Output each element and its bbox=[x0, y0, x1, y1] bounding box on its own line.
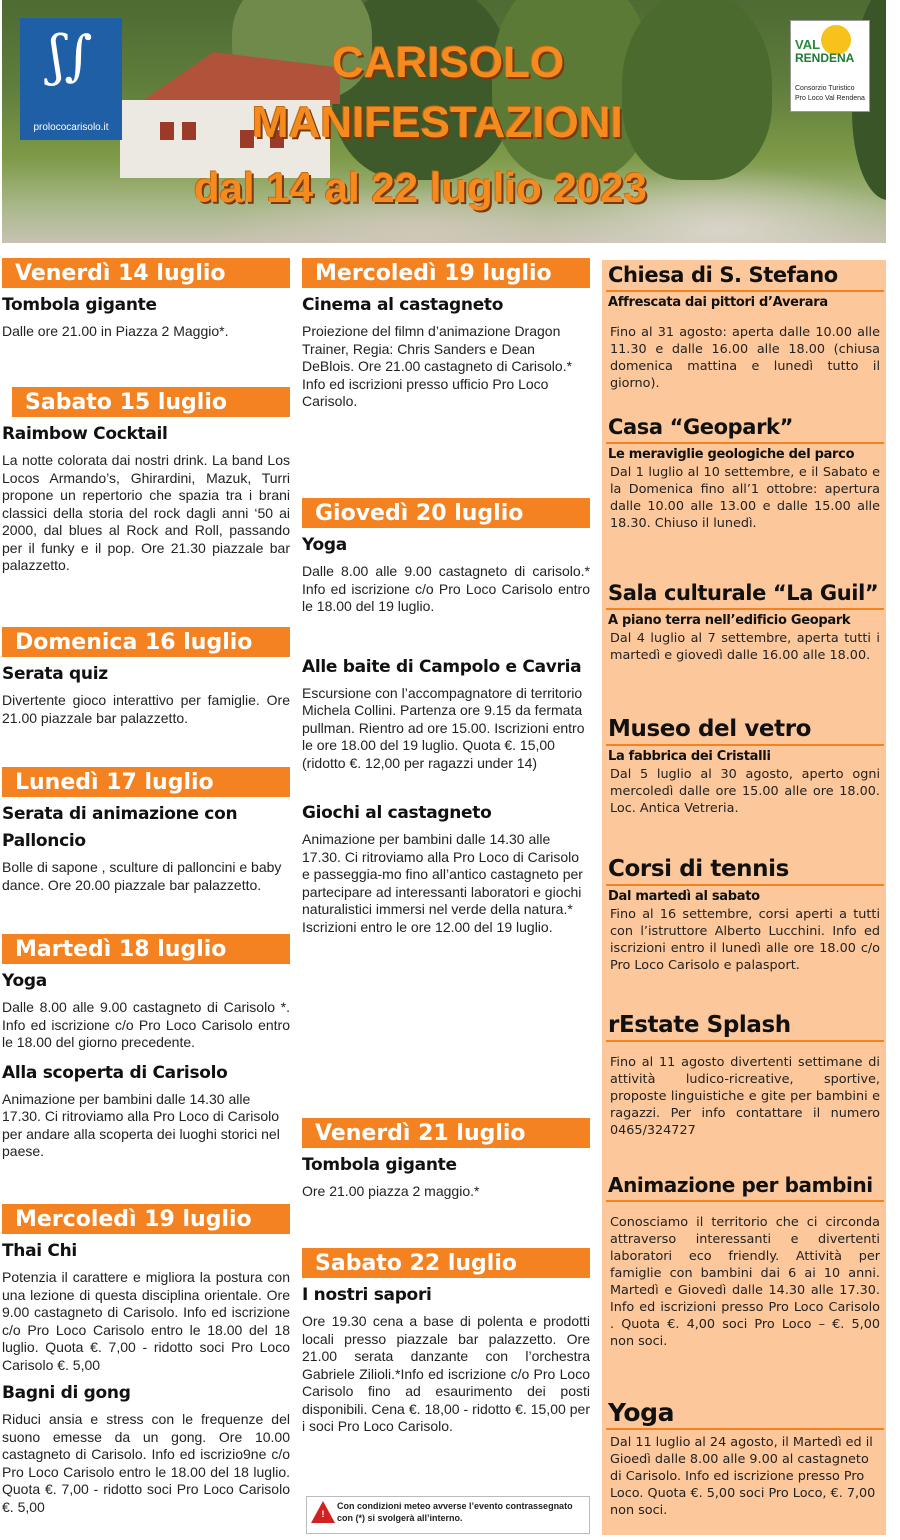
attraction-title: Chiesa di S. Stefano bbox=[608, 263, 838, 287]
attraction-subtitle: La fabbrica dei Cristalli bbox=[608, 749, 771, 764]
partner-sub-1: Consorzio Turistico bbox=[795, 85, 855, 92]
attraction-title: Yoga bbox=[608, 1398, 675, 1427]
event-title: Giochi al castagneto bbox=[302, 803, 492, 823]
divider bbox=[606, 1428, 884, 1430]
attraction-text: Conosciamo il territorio che ci circonda attraverso interessanti e divertenti laboratori eco friendly. Attività per famiglie con bambini dai 6 ai 10 anni. Martedì e Giovedì dalle 14.30 alle 17.30. Info ed iscrizioni presso Pro Loco Carisolo . Quota €. 4,00 soci Pro Loco – €. 5,00 non soci. bbox=[610, 1215, 880, 1349]
event-title: Cinema al castagneto bbox=[302, 295, 504, 315]
date-band: Venerdì 14 luglio bbox=[2, 258, 290, 288]
event-title: Serata quiz bbox=[2, 664, 108, 684]
event-title: Yoga bbox=[2, 971, 47, 991]
event-text: Escursione con l’accompagnatore di territorio Michela Collini. Partenza ore 9.15 da fermata pullman. Rientro ad ore 15.00. Iscrizioni entro le ore 18.00 del 19 luglio. Quota €. 15,00 (ridotto €. 12,00 per ragazzi under 14) bbox=[302, 684, 585, 771]
schedule-column-1 bbox=[2, 258, 290, 1516]
date-band: Mercoledì 19 luglio bbox=[2, 1204, 290, 1234]
attraction-subtitle: A piano terra nell’edificio Geopark bbox=[608, 613, 851, 628]
event-title: Yoga bbox=[302, 535, 347, 555]
event-text: Proiezione del filmn d’animazione Dragon Trainer, Regia: Chris Sanders e Dean DeBlois. Ore 21.00 castagneto di Carisolo.* Info ed iscrizioni presso ufficio Pro Loco Carisolo. bbox=[302, 323, 573, 409]
window bbox=[182, 122, 196, 140]
event-text: Animazione per bambini dalle 14.30 alle 17.30. Ci ritroviamo alla Pro Loco di Carisolo e passeggia-mo fino all’antico castagneto per partecipare ad interessanti laboratori e giochi naturalistici immersi nel verde della natura.* Iscrizioni entro le ore 12.00 del 19 luglio. bbox=[302, 831, 583, 935]
event-title: Alle baite di Campolo e Cavria bbox=[302, 656, 582, 677]
event-text: Dalle 8.00 alle 9.00 castagneto di carisolo.* Info ed iscrizione c/o Pro Loco Carisolo entro le 18.00 del 19 luglio. bbox=[302, 563, 590, 614]
warning-mark: ! bbox=[321, 1509, 325, 1519]
divider bbox=[606, 1040, 884, 1042]
event-title: Thai Chi bbox=[2, 1241, 77, 1261]
divider bbox=[606, 442, 884, 444]
attraction-title: Museo del vetro bbox=[608, 716, 812, 742]
event-title: Raimbow Cocktail bbox=[2, 424, 168, 444]
attraction-subtitle: Le meraviglie geologiche del parco bbox=[608, 447, 855, 462]
logo-site-text: prolococarisolo.it bbox=[33, 122, 109, 133]
attraction-text: Fino al 11 agosto divertenti settimane di attività ludico-ricreative, sportive, proposte linguistiche e gite per bambini e ragazzi. Per info contattare il numero 0465/324727 bbox=[610, 1055, 880, 1138]
event-title: Tombola gigante bbox=[2, 295, 157, 315]
partner-sub-2: Pro Loco Val Rendena bbox=[795, 95, 865, 102]
date-band: Mercoledì 19 luglio bbox=[302, 258, 590, 288]
date-band: Lunedì 17 luglio bbox=[2, 767, 290, 797]
event-title: I nostri sapori bbox=[302, 1285, 432, 1305]
schedule-column-2 bbox=[302, 258, 590, 1436]
date-band: Sabato 22 luglio bbox=[302, 1248, 590, 1278]
divider bbox=[606, 884, 884, 886]
event-text: La notte colorata dai nostri drink. La band Los Locos Armando’s, Ghirardini, Mazuk, Turri propone un repertorio che spazia tra i brani classici della storia del rock dagli anni ‘50 ai 2000, dal blues al Rock and Roll, passando per il funky e il pop. Ore 21.30 piazzale bar palazzetto. bbox=[2, 452, 290, 573]
weather-note-text: Con condizioni meteo avverse l’evento contrassegnato con (*) si svolgerà all’interno. bbox=[337, 1501, 573, 1523]
date-band: Sabato 15 luglio bbox=[12, 387, 290, 417]
attraction-text: Dal 4 luglio al 7 settembre, aperta tutti i martedì e giovedì dalle 16.00 alle 18.00. bbox=[610, 631, 880, 663]
event-text: Animazione per bambini dalle 14.30 alle 17.30. Ci ritroviamo alla Pro Loco di Carisolo per andare alla scoperta dei luoghi storici nel paese. bbox=[2, 1090, 280, 1159]
event-title: Serata di animazione con Palloncio bbox=[2, 804, 238, 851]
attraction-text: Dal 11 luglio al 24 agosto, il Martedì ed il Gioedì dalle 8.00 alle 9.00 al castagneto di Carisolo. Info ed iscrizione presso Pro Loco. Quota €. 5,00 soci Pro Loco, €. 7,00 non soci. bbox=[610, 1435, 876, 1518]
event-title: Alla scoperta di Carisolo bbox=[2, 1062, 228, 1083]
divider bbox=[606, 290, 884, 292]
logo-mark-icon: ʃ∫ bbox=[49, 24, 93, 87]
event-text: Ore 21.00 piazza 2 maggio.* bbox=[302, 1183, 480, 1199]
attraction-subtitle: Affrescata dai pittori d’Averara bbox=[608, 295, 828, 310]
event-text: Ore 19.30 cena a base di polenta e prodotti locali presso piazzale bar palazzetto. Ore 21.00 serata danzante con l’orchestra Gabriele Zilioli.*Info ed iscrizione c/o Pro Loco Carisolo fino ad esaurimento dei posti disponibili. Cena €. 18,00 - ridotto €. 15,00 per i soci Pro Loco Carisolo. bbox=[302, 1313, 590, 1434]
divider bbox=[606, 1200, 884, 1202]
event-text: Divertente gioco interattivo per famiglie. Ore 21.00 piazzale bar palazzetto. bbox=[2, 692, 290, 726]
attractions-sidebar bbox=[602, 260, 886, 1535]
tree bbox=[622, 0, 772, 180]
event-text: Bolle di sapone , sculture di palloncini e baby dance. Ore 20.00 piazzale bar palazzetto. bbox=[2, 859, 282, 893]
title-line-2: MANIFESTAZIONI bbox=[252, 98, 623, 147]
event-text: Dalle 8.00 alle 9.00 castagneto di Carisolo *. Info ed iscrizione c/o Pro Loco Carisolo entro le 18.00 del giorno precedente. bbox=[2, 999, 290, 1050]
title-line-3: dal 14 al 22 luglio 2023 bbox=[194, 164, 647, 211]
attraction-text: Fino al 31 agosto: aperta dalle 10.00 alle 11.30 e dalle 16.00 alle 18.00 (chiusa domenica mattina e lunedì tutto il giorno). bbox=[610, 325, 880, 391]
event-title: Tombola gigante bbox=[302, 1155, 457, 1175]
title-line-1: CARISOLO bbox=[332, 38, 565, 87]
attraction-text: Dal 5 luglio al 30 agosto, aperto ogni mercoledì dalle ore 15.00 alle ore 18.00. Loc. Antica Vetreria. bbox=[610, 767, 880, 816]
date-band: Martedì 18 luglio bbox=[2, 934, 290, 964]
attraction-title: Animazione per bambini bbox=[608, 1173, 873, 1197]
attraction-title: Corsi di tennis bbox=[608, 856, 789, 882]
event-title: Bagni di gong bbox=[2, 1383, 131, 1403]
attraction-text: Dal 1 luglio al 10 settembre, e il Sabato e la Domenica fino all’1 ottobre: apertura dalle 10.00 alle 13.00 e dalle 15.00 alle 18.30. Chiuso il lunedì. bbox=[610, 465, 880, 531]
proloco-logo[interactable] bbox=[20, 18, 122, 140]
weather-note bbox=[306, 1496, 590, 1534]
event-text: Potenzia il carattere e migliora la postura con una lezione di questa disciplina orientale. Ore 9.00 castagneto di Carisolo. Info ed iscrizione c/o Pro Loco Carisolo entro le 18.00 del 18 luglio. Quota €. 7,00 - ridotto soci Pro Loco Carisolo €. 5,00 bbox=[2, 1269, 290, 1373]
event-text: Riduci ansia e stress con le frequenze del suono emesse da un gong. Ore 10.00 castagneto di Carisolo. Info ed iscrizio9ne c/o Pro Loco Carisolo entro le 18.00 del 18 luglio. Quota €. 7,00 - ridotto soci Pro Loco Carisolo €. 5,00 bbox=[2, 1411, 290, 1515]
attraction-subtitle: Dal martedì al sabato bbox=[608, 889, 760, 904]
val-rendena-logo[interactable] bbox=[790, 20, 870, 112]
header-banner bbox=[2, 0, 886, 243]
divider bbox=[606, 608, 884, 610]
attraction-title: rEstate Splash bbox=[608, 1012, 791, 1038]
partner-name-1: VAL bbox=[795, 37, 821, 52]
attraction-text: Fino al 16 settembre, corsi aperti a tutti con l’istruttore Alberto Lucchini. Info ed iscrizioni entro il lunedì alle ore 18.00 c/o Pro Loco Carisolo e palasport. bbox=[610, 907, 880, 973]
attraction-title: Casa “Geopark” bbox=[608, 415, 793, 439]
event-text: Dalle ore 21.00 in Piazza 2 Maggio*. bbox=[2, 323, 229, 339]
date-band: Venerdì 21 luglio bbox=[302, 1118, 590, 1148]
date-band: Domenica 16 luglio bbox=[2, 627, 290, 657]
partner-name-2: RENDENA bbox=[795, 51, 855, 65]
window bbox=[160, 122, 174, 140]
attraction-title: Sala culturale “La Guil” bbox=[608, 581, 879, 605]
divider bbox=[606, 744, 884, 746]
date-band: Giovedì 20 luglio bbox=[302, 498, 590, 528]
